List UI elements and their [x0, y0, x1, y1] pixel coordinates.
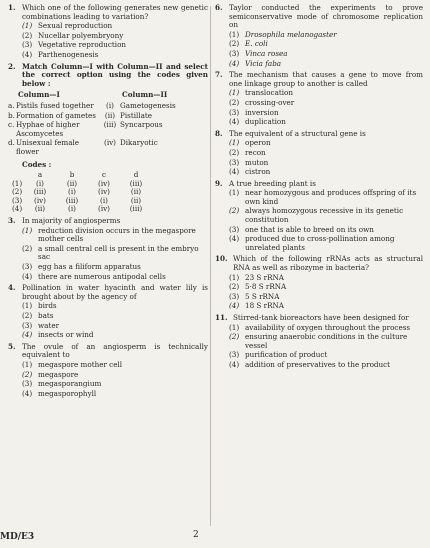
codes-header: a b c d	[37, 170, 139, 180]
question-text: A true breeding plant is	[229, 178, 316, 188]
question-6	[215, 4, 423, 68]
question-text: In majority of angiosperms	[22, 216, 121, 226]
question-number: 10.	[215, 254, 228, 264]
option-1[interactable]: (1) availability of oxygen throughout the process	[229, 322, 411, 332]
question-7	[215, 71, 423, 127]
option-3[interactable]: (3) Vinca rosea	[229, 48, 288, 58]
question-2	[8, 63, 208, 215]
question-number: 9.	[215, 178, 223, 188]
code-option-3[interactable]: (3) (iv) (iii) (i) (ii)	[12, 195, 142, 205]
option-4[interactable]: (4) there are numerous antipodal cells	[22, 271, 166, 281]
option-2[interactable]: (2) a small central cell is present in the embryo sac	[22, 243, 199, 262]
option-3[interactable]: (3) Vegetative reproduction	[22, 40, 127, 50]
option-1[interactable]: (1) Sexual reproduction	[22, 21, 113, 31]
question-text: Stirred-tank bioreactors have been designed for	[233, 313, 409, 322]
option-2[interactable]: (2) 5·8 S rRNA	[229, 282, 287, 292]
option-2[interactable]: (2) always homozygous recessive in its genetic constitution	[229, 206, 404, 225]
code-option-4[interactable]: (4) (ii) (i) (iv) (iii)	[12, 204, 143, 214]
option-3[interactable]: (3) muton	[229, 157, 269, 167]
option-1[interactable]: (1) translocation	[229, 88, 294, 98]
question-text: The equivalent of a structural gene is	[229, 128, 366, 138]
question-number: 8.	[215, 128, 223, 138]
option-2[interactable]: (2) E. coli	[229, 39, 268, 49]
option-1[interactable]: (1) near homozygous and produces offspring of its own kind	[229, 188, 417, 206]
option-3[interactable]: (3) megasporangium	[22, 379, 102, 389]
paper-code: MD/E3	[0, 532, 35, 542]
option-4[interactable]: (4) Parthenogenesis	[22, 49, 99, 59]
match-row: a. Pistils fused together (i) Gametogenesis	[8, 100, 176, 110]
option-2[interactable]: (2) bats	[22, 311, 54, 320]
question-text: Taylor conducted the experiments to prove semiconservative mode of chromosome replication on	[229, 3, 423, 30]
right-column	[215, 4, 423, 373]
option-2[interactable]: (2) megaspore	[22, 369, 79, 379]
question-3	[8, 217, 208, 281]
question-8	[215, 130, 423, 177]
question-text: Match Column—I with Column—II and select the correct option using the codes given below :	[22, 61, 208, 88]
option-1[interactable]: (1) 23 S rRNA	[229, 272, 284, 282]
question-number: 4.	[8, 283, 16, 293]
option-4[interactable]: (4) produced due to cross-pollination among unrelated plants	[229, 234, 395, 252]
option-1[interactable]: (1) Drosophila melanogaster	[229, 29, 337, 39]
question-10	[215, 255, 423, 311]
option-4[interactable]: (4) cistron	[229, 167, 271, 177]
option-4[interactable]: (4) Vicia faba	[229, 58, 282, 68]
option-1[interactable]: (1) operon	[229, 138, 271, 148]
option-3[interactable]: (3) water	[22, 320, 60, 330]
option-2[interactable]: (2) crossing-over	[229, 97, 295, 107]
option-3[interactable]: (3) egg has a filiform apparatus	[22, 262, 141, 272]
match-header	[8, 91, 208, 100]
option-2[interactable]: (2) ensuring anaerobic conditions in the culture vessel	[229, 332, 408, 350]
option-1[interactable]: (1) reduction division occurs in the megaspore mother cells	[22, 225, 196, 244]
question-5	[8, 343, 208, 399]
question-text: Which one of the following generates new genetic combinations leading to variation?	[22, 3, 208, 21]
code-option-2[interactable]: (2) (iii) (i) (iv) (ii)	[12, 187, 142, 197]
option-3[interactable]: (3) purification of product	[229, 350, 328, 360]
question-1	[8, 4, 208, 60]
question-4	[8, 284, 208, 340]
question-text: Which of the following rRNAs acts as structural RNA as well as ribozyme in bacteria?	[233, 254, 423, 273]
match-row: d. Unisexual female flower (iv) Dikaryotic	[8, 138, 158, 156]
match-row: c. Hyphae of higher Ascomycetes (iii) Syncarpous	[8, 120, 163, 138]
match-row: b. Formation of gametes (ii) Pistillate	[8, 110, 153, 120]
option-4[interactable]: (4) megasporophyll	[22, 388, 97, 398]
question-number: 2.	[8, 61, 16, 71]
option-2[interactable]: (2) recon	[229, 147, 266, 157]
question-9	[215, 180, 423, 253]
option-1[interactable]: (1) megaspore mother cell	[22, 359, 123, 369]
left-column	[8, 4, 208, 401]
option-3[interactable]: (3) one that is able to breed on its own	[229, 224, 374, 234]
column-divider	[210, 6, 211, 526]
question-text: The ovule of an angiosperm is technically equivalent to	[22, 341, 208, 360]
option-1[interactable]: (1) birds	[22, 301, 57, 311]
option-4[interactable]: (4) 18 S rRNA	[229, 301, 284, 311]
question-text: The mechanism that causes a gene to move from one linkage group to another is called	[229, 70, 423, 88]
option-4[interactable]: (4) duplication	[229, 117, 286, 127]
option-3[interactable]: (3) 5 S rRNA	[229, 291, 280, 301]
column-1-header: Column—I	[18, 90, 60, 100]
question-number: 11.	[215, 313, 228, 322]
question-number: 3.	[8, 216, 16, 226]
question-number: 1.	[8, 3, 16, 12]
option-2[interactable]: (2) Nucellar polyembryony	[22, 30, 124, 40]
code-option-1[interactable]: (1) (i) (ii) (iv) (iii)	[12, 178, 143, 188]
option-3[interactable]: (3) inversion	[229, 107, 279, 117]
page-number: 2	[193, 530, 199, 540]
question-number: 5.	[8, 341, 16, 351]
question-number: 6.	[215, 3, 223, 12]
question-11	[215, 314, 423, 370]
option-4[interactable]: (4) insects or wind	[22, 330, 94, 340]
question-number: 7.	[215, 70, 223, 80]
option-4[interactable]: (4) addition of preservatives to the product	[229, 359, 391, 369]
question-text: Pollination in water hyacinth and water lily is brought about by the agency of	[22, 283, 208, 301]
column-2-header: Column—II	[122, 90, 168, 100]
codes-label: Codes :	[22, 159, 52, 169]
